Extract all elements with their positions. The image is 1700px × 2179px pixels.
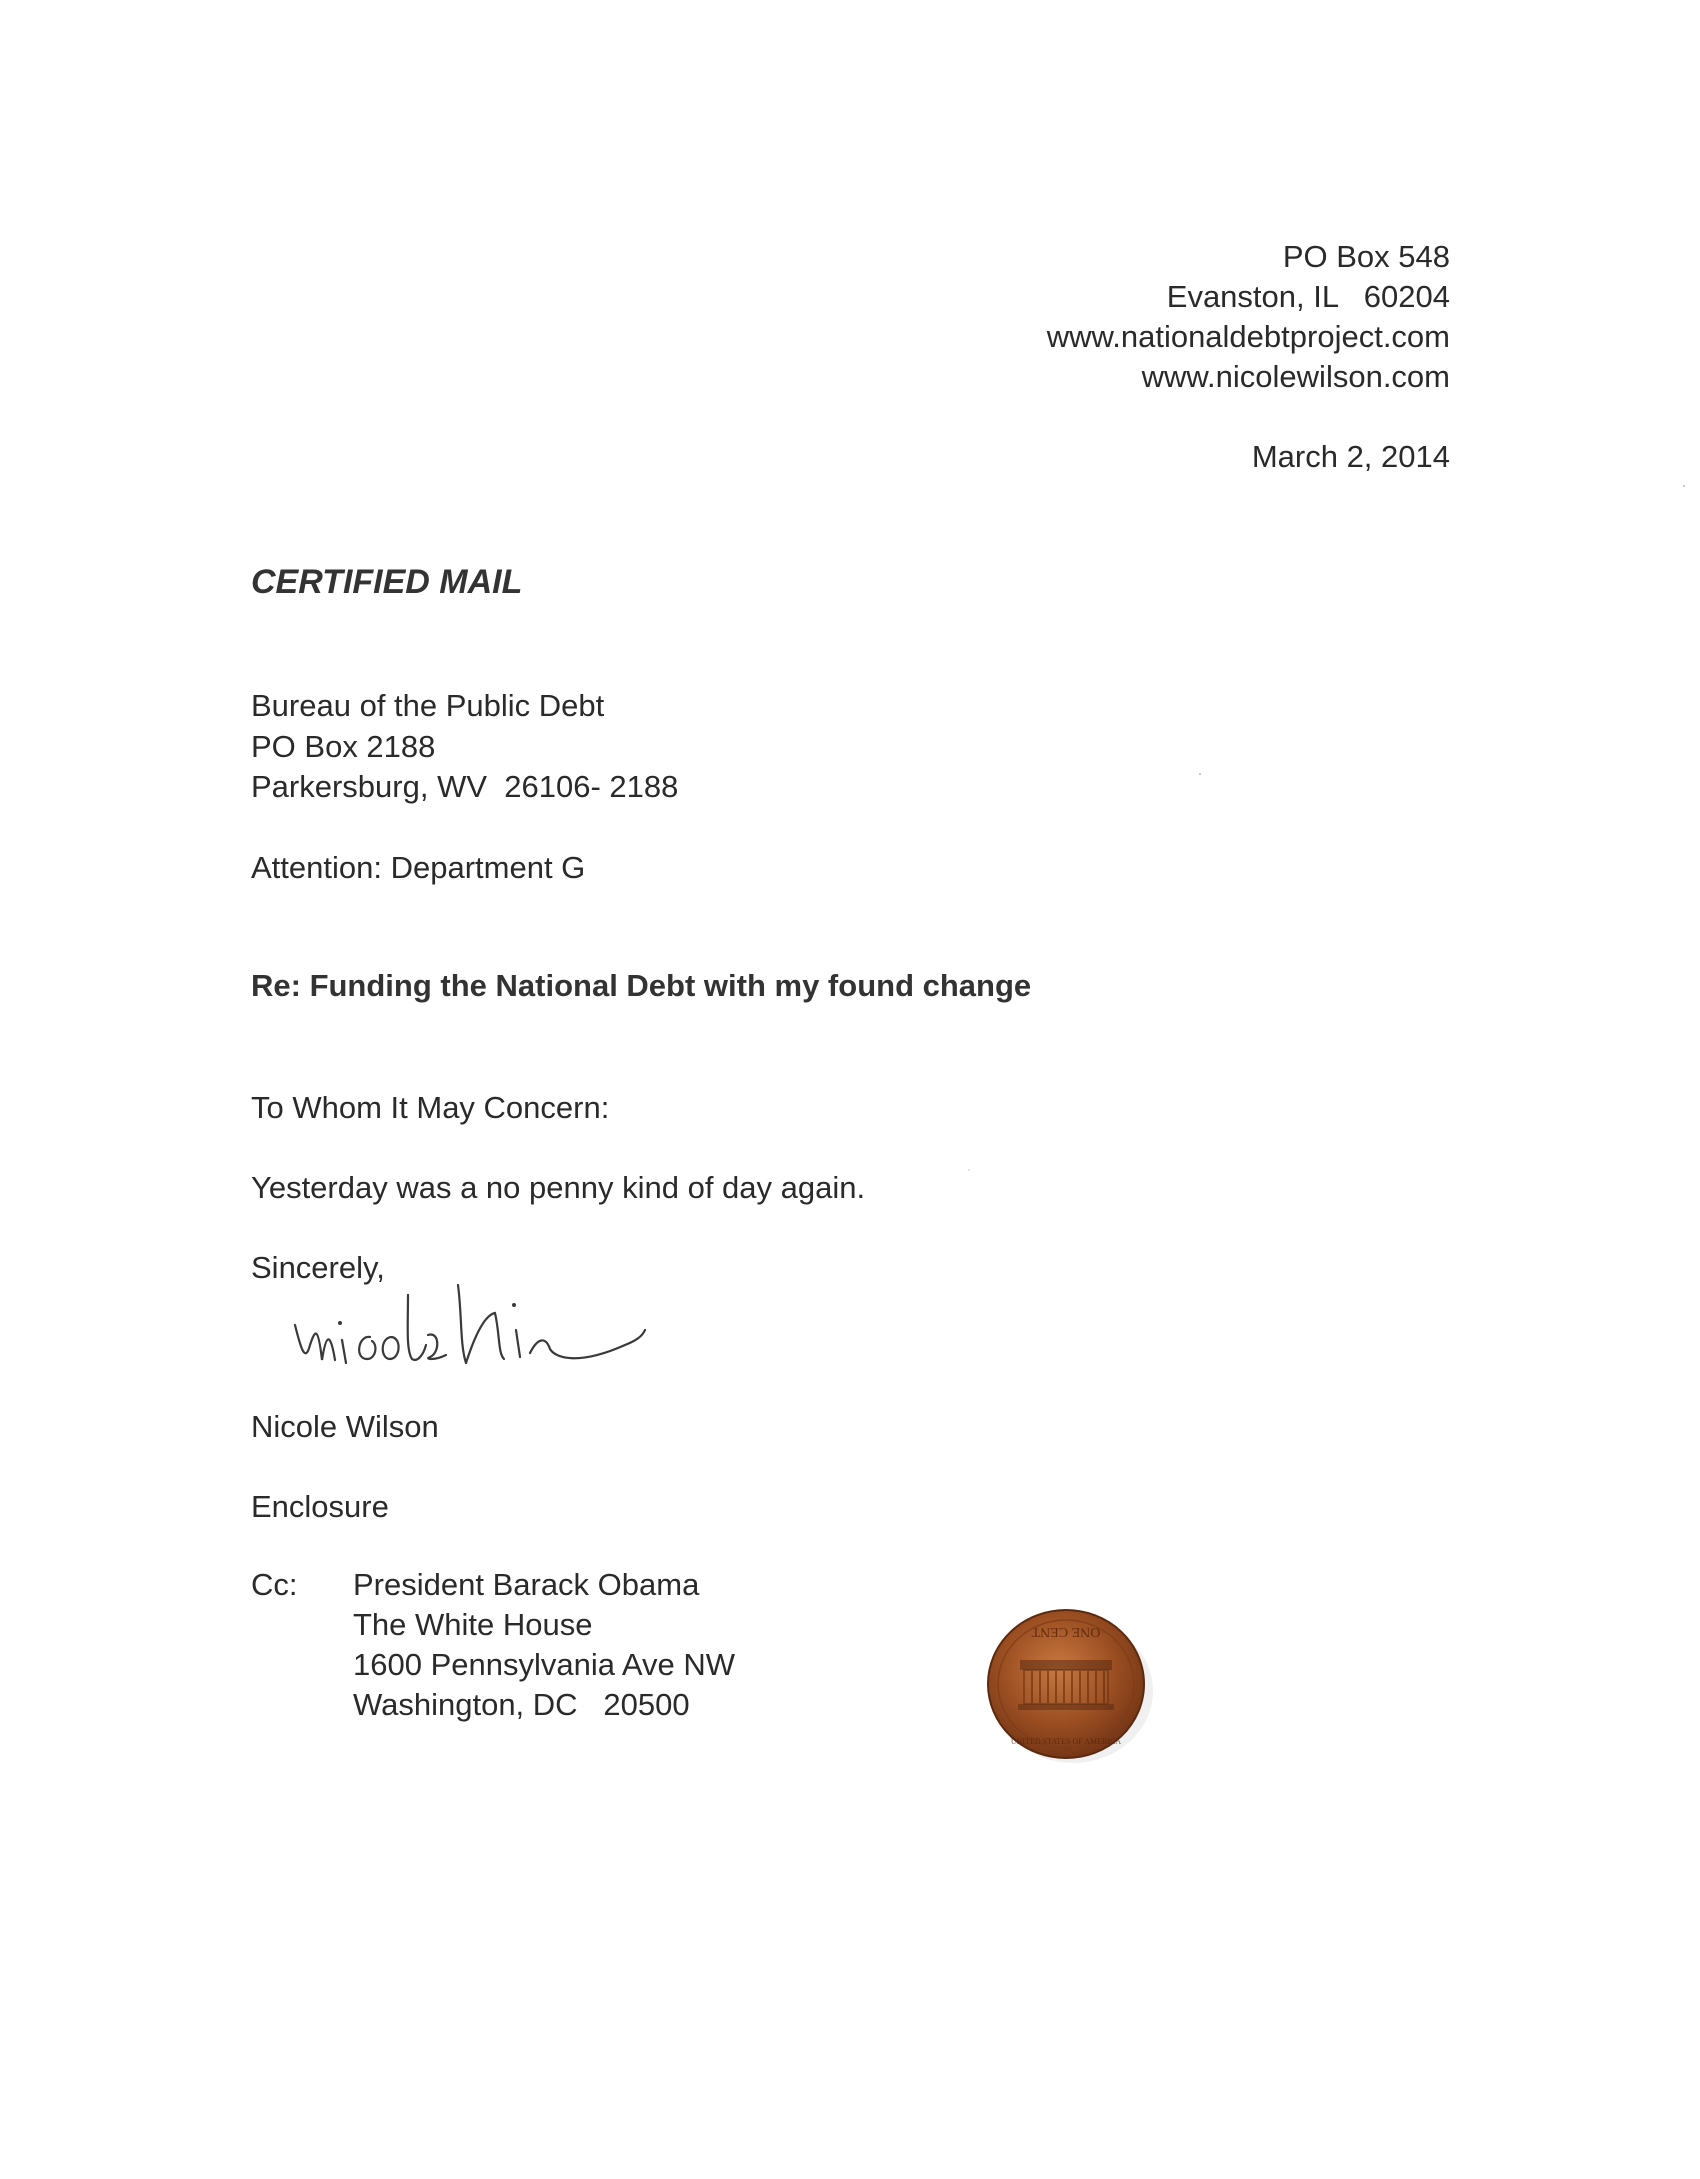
- signature-image: [290, 1275, 670, 1385]
- penny-top-text: ONE CENT: [1031, 1624, 1101, 1639]
- letter-body: Yesterday was a no penny kind of day again.: [251, 1170, 866, 1205]
- mail-type-heading: CERTIFIED MAIL: [251, 563, 523, 601]
- cc-line3: 1600 Pennsylvania Ave NW: [353, 1647, 735, 1682]
- penny-rim-text: UNITED STATES OF AMERICA: [1010, 1737, 1122, 1746]
- salutation: To Whom It May Concern:: [251, 1090, 610, 1125]
- closing: Sincerely,: [251, 1250, 385, 1285]
- recipient-line1: Bureau of the Public Debt: [251, 688, 605, 723]
- sender-address-line2: Evanston, IL 60204: [1166, 279, 1450, 314]
- cc-line4: Washington, DC 20500: [353, 1687, 690, 1722]
- penny-coin-icon: [978, 1604, 1162, 1766]
- sender-website-2: www.nicolewilson.com: [1141, 359, 1450, 394]
- scan-speck: [968, 1169, 970, 1171]
- letter-date: March 2, 2014: [1251, 439, 1450, 474]
- sender-website-1: www.nationaldebtproject.com: [1046, 319, 1450, 354]
- cc-line2: The White House: [353, 1607, 593, 1642]
- sender-address-line1: PO Box 548: [1282, 239, 1450, 274]
- attention-line: Attention: Department G: [251, 850, 586, 885]
- recipient-line3: Parkersburg, WV 26106- 2188: [251, 769, 679, 804]
- recipient-line2: PO Box 2188: [251, 729, 436, 764]
- cc-line1: President Barack Obama: [353, 1567, 700, 1602]
- signer-name: Nicole Wilson: [251, 1409, 439, 1444]
- cc-label: Cc:: [251, 1567, 298, 1602]
- enclosure-note: Enclosure: [251, 1489, 389, 1524]
- scan-speck: [1199, 773, 1201, 775]
- scan-speck: [1683, 485, 1685, 487]
- subject-line: Re: Funding the National Debt with my found change: [251, 968, 1032, 1003]
